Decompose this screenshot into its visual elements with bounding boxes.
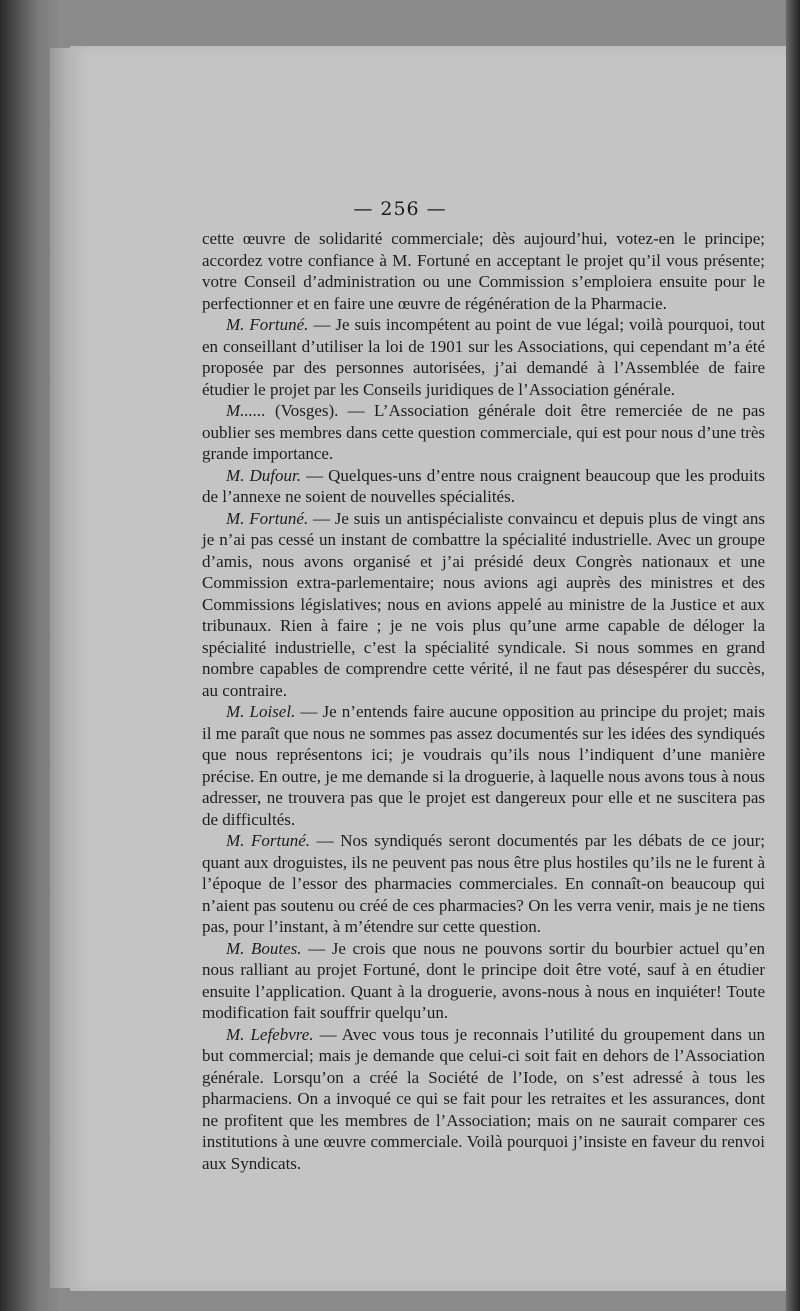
book-spine bbox=[786, 0, 800, 1311]
paragraph-3 bbox=[202, 465, 765, 508]
paragraph-6 bbox=[202, 830, 765, 938]
paragraph-text: — Je suis un antispécialiste convaincu et depuis plus de vingt ans je n’ai pas cessé un instant de combattre la spécialité industrielle. Avec un groupe d’amis, nous avons organisé et j’ai présidé deux Congrès nationaux et une Commission extra-parlementaire; nous avions agi auprès des ministres et des Commissions législatives; nous en avions appelé au ministre de la Justice et aux tribunaux. Rien à faire ; je ne vois plus qu’une arme capable de déloger la spécialité industrielle, c’est la spécialité syndicale. Si nous sommes en grand nombre capables de comprendre cette vérité, il ne faut pas désespérer du succès, au contraire. bbox=[202, 508, 765, 700]
paragraph-0 bbox=[202, 228, 765, 314]
paragraph-text: — Avec vous tous je reconnais l’utilité du groupement dans un but commercial; mais je demande que celui-ci soit fait en dehors de l’Association générale. Lorsqu’on a créé la Société de l’Iode, on s’est adressé à tous les pharmaciens. On a invoqué ce qui se fait pour les retraites et les assurances, dont ne profitent que les membres de l’Association; mais on ne saurait comparer ces institutions à une œuvre commerciale. Voilà pourquoi j’insiste en faveur du renvoi aux Syndicats. bbox=[202, 1024, 765, 1173]
page-number: — 256 — bbox=[353, 198, 447, 220]
speaker-name: M. Dufour. bbox=[226, 465, 301, 485]
paragraph-text: — Nos syndiqués seront documentés par les débats de ce jour; quant aux droguistes, ils ne peuvent pas nous être plus hostiles qu’ils ne le furent à l’époque de l’essor des pharmacies commerciales. En connaît-on beaucoup qui n’aient pas soutenu ou créé de ces pharmacies? On les verra venir, mais je ne tiens pas, pour l’instant, à m’étendre sur cette question. bbox=[202, 831, 765, 936]
speaker-name: M. Boutes. bbox=[226, 938, 302, 958]
paragraph-text: (Vosges). — L’Association générale doit être remerciée de ne pas oublier ses membres dans cette question commerciale, qui est pour nous d’une très grande importance. bbox=[202, 401, 765, 463]
paragraph-text: — Je crois que nous ne pouvons sortir du bourbier actuel qu’en nous ralliant au projet Fortuné, dont le principe doit être voté, sauf à en étudier ensuite l’application. Quant à la droguerie, avons-nous à nous en inquiéter! Toute modification fait souffrir quelqu’un. bbox=[202, 938, 765, 1022]
speaker-name: M. Lefebvre. bbox=[226, 1024, 314, 1044]
paragraph-5 bbox=[202, 701, 765, 830]
speaker-name: M. Fortuné. bbox=[226, 315, 309, 334]
body-text bbox=[202, 228, 765, 1174]
speaker-name: M. Fortuné. bbox=[226, 508, 309, 528]
paragraph-text: cette œuvre de solidarité commerciale; dès aujourd’hui, votez-en le principe; accordez votre confiance à M. Fortuné en acceptant le projet qu’il vous présente; votre Conseil d’administration ou une Commission s’emploiera ensuite pour le perfectionner et en faire une œuvre de régénération de la Pharmacie. bbox=[202, 229, 765, 313]
paragraph-2 bbox=[202, 400, 765, 465]
paragraph-8 bbox=[202, 1024, 765, 1175]
paragraph-1 bbox=[202, 314, 765, 400]
paragraph-4 bbox=[202, 508, 765, 702]
speaker-name: M...... bbox=[226, 401, 266, 420]
paragraph-text: — Je n’entends faire aucune opposition au principe du projet; mais il me paraît que nous ne sommes pas assez documentés sur les idées des syndiqués que nous représentons ici; je voudrais qu’ils nous l’indiquent d’une manière précise. En outre, je me demande si la droguerie, à laquelle nous avons tous à nous adresser, ne trouvera pas que le projet est dangereux pour elle et ne suscitera pas de difficultés. bbox=[202, 702, 765, 829]
paragraph-7 bbox=[202, 938, 765, 1024]
paragraph-text: — Je suis incompétent au point de vue légal; voilà pourquoi, tout en conseillant d’utiliser la loi de 1901 sur les Associations, qui cependant m’a été proposée par des personnes autorisées, j’ai demandé à l’Assemblée de faire étudier le projet par les Conseils juridiques de l’Association générale. bbox=[202, 315, 766, 399]
paragraph-text: — Quelques-uns d’entre nous craignent beaucoup que les produits de l’annexe ne soient de nouvelles spécialités. bbox=[202, 465, 765, 506]
speaker-name: M. Fortuné. bbox=[226, 831, 311, 850]
speaker-name: M. Loisel. bbox=[226, 702, 296, 721]
